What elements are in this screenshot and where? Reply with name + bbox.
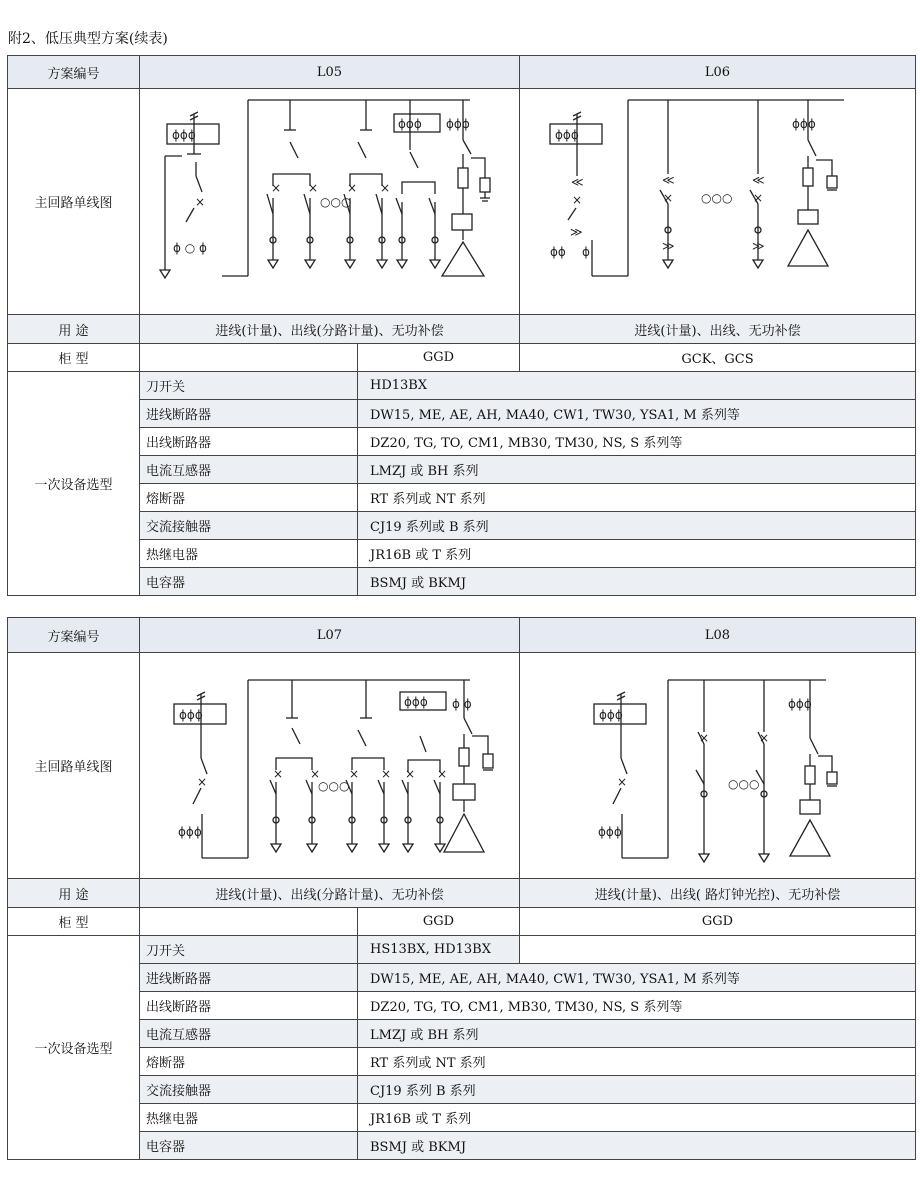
svg-text:≫: ≫	[570, 224, 583, 239]
diagram-label: 主回路单线图	[8, 89, 140, 315]
use-l05: 进线(计量)、出线(分路计量)、无功补偿	[140, 315, 520, 344]
equip-name: 出线断路器	[140, 992, 358, 1020]
use-label: 用 途	[8, 879, 140, 908]
cabinet-l05: GGD	[358, 344, 520, 372]
svg-text:×: ×	[310, 766, 321, 781]
svg-text:×: ×	[437, 766, 448, 781]
svg-text:≫: ≫	[752, 238, 765, 253]
svg-text:×: ×	[663, 190, 674, 205]
svg-text:×: ×	[699, 730, 710, 745]
single-line-diagram-l06	[520, 90, 914, 314]
cabinet-label: 柜 型	[8, 908, 140, 936]
use-l08: 进线(计量)、出线( 路灯钟光控)、无功补偿	[520, 879, 916, 908]
equip-name: 熔断器	[140, 484, 358, 512]
diagram-cell-l07	[140, 653, 520, 879]
use-label: 用 途	[8, 315, 140, 344]
page-title: 附2、低压典型方案(续表)	[8, 31, 168, 47]
svg-text:ϕϕϕ: ϕϕϕ	[404, 694, 428, 709]
svg-text:ϕ ○ ϕ: ϕ ○ ϕ	[173, 240, 207, 255]
svg-text:×: ×	[271, 180, 282, 195]
equip-name: 交流接触器	[140, 512, 358, 540]
scheme-a-code: L05	[140, 56, 520, 89]
equip-name: 进线断路器	[140, 964, 358, 992]
svg-text:×: ×	[197, 774, 208, 789]
equip-model: LMZJ 或 BH 系列	[358, 456, 916, 484]
svg-text:×: ×	[381, 766, 392, 781]
svg-text:ϕϕϕ: ϕϕϕ	[446, 116, 470, 131]
diagram-cell-l06	[520, 89, 916, 315]
svg-text:○○○: ○○○	[320, 194, 352, 209]
equip-model: HS13BX, HD13BX	[358, 936, 520, 964]
equip-model: HD13BX	[358, 372, 916, 400]
svg-text:○○○: ○○○	[728, 776, 760, 791]
use-l06: 进线(计量)、出线、无功补偿	[520, 315, 916, 344]
equip-name: 出线断路器	[140, 428, 358, 456]
scheme-number-label: 方案编号	[8, 56, 140, 89]
equip-model: CJ19 系列 B 系列	[358, 1076, 916, 1104]
svg-text:×: ×	[759, 730, 770, 745]
svg-text:×: ×	[347, 180, 358, 195]
svg-text:×: ×	[349, 766, 360, 781]
equip-name: 热继电器	[140, 540, 358, 568]
svg-text:ϕϕϕ: ϕϕϕ	[178, 824, 202, 839]
equip-name: 进线断路器	[140, 400, 358, 428]
equip-name: 电流互感器	[140, 456, 358, 484]
scheme-a-code: L07	[140, 618, 520, 653]
equip-name: 电流互感器	[140, 1020, 358, 1048]
use-l07: 进线(计量)、出线(分路计量)、无功补偿	[140, 879, 520, 908]
equipment-label: 一次设备选型	[8, 372, 140, 596]
svg-text:×: ×	[405, 766, 416, 781]
equip-model: BSMJ 或 BKMJ	[358, 568, 916, 596]
scheme-b-code: L08	[520, 618, 916, 653]
equip-model: DZ20, TG, TO, CM1, MB30, TM30, NS, S 系列等	[358, 992, 916, 1020]
equip-name: 电容器	[140, 1132, 358, 1160]
svg-text:ϕϕϕ: ϕϕϕ	[172, 127, 196, 142]
equip-name: 刀开关	[140, 936, 358, 964]
svg-text:×: ×	[195, 194, 206, 209]
equip-name: 刀开关	[140, 372, 358, 400]
svg-text:○○○: ○○○	[318, 778, 350, 793]
diagram-label: 主回路单线图	[8, 653, 140, 879]
equip-model: DZ20, TG, TO, CM1, MB30, TM30, NS, S 系列等	[358, 428, 916, 456]
cabinet-label: 柜 型	[8, 344, 140, 372]
scheme-number-label: 方案编号	[8, 618, 140, 653]
equip-model: DW15, ME, AE, AH, MA40, CW1, TW30, YSA1, M 系列等	[358, 400, 916, 428]
equip-model: DW15, ME, AE, AH, MA40, CW1, TW30, YSA1, M 系列等	[358, 964, 916, 992]
svg-text:ϕ: ϕ	[582, 244, 590, 259]
equip-name: 交流接触器	[140, 1076, 358, 1104]
equip-model: JR16B 或 T 系列	[358, 540, 916, 568]
diagram-cell-l08	[520, 653, 916, 879]
cabinet-l06: GCK、GCS	[520, 344, 916, 372]
single-line-diagram-l07	[140, 654, 518, 878]
equipment-label: 一次设备选型	[8, 936, 140, 1160]
single-line-diagram-l05	[140, 90, 518, 314]
scheme-b-code: L06	[520, 56, 916, 89]
scheme-table-1	[7, 55, 916, 596]
svg-text:ϕϕϕ: ϕϕϕ	[599, 707, 623, 722]
svg-text:ϕϕϕ: ϕϕϕ	[792, 116, 816, 131]
svg-text:○○○: ○○○	[701, 190, 733, 205]
equip-model: LMZJ 或 BH 系列	[358, 1020, 916, 1048]
svg-text:×: ×	[308, 180, 319, 195]
cabinet-l08: GGD	[520, 908, 916, 936]
svg-text:≪: ≪	[571, 174, 584, 189]
svg-text:ϕϕϕ: ϕϕϕ	[788, 696, 812, 711]
equip-name: 熔断器	[140, 1048, 358, 1076]
svg-text:ϕϕϕ: ϕϕϕ	[179, 707, 203, 722]
svg-text:ϕϕϕ: ϕϕϕ	[598, 824, 622, 839]
svg-text:×: ×	[617, 774, 628, 789]
svg-text:ϕ ϕ: ϕ ϕ	[452, 696, 472, 711]
cabinet-l07: GGD	[358, 908, 520, 936]
svg-text:×: ×	[273, 766, 284, 781]
equip-model: JR16B 或 T 系列	[358, 1104, 916, 1132]
equip-model: RT 系列或 NT 系列	[358, 1048, 916, 1076]
equip-model: RT 系列或 NT 系列	[358, 484, 916, 512]
svg-text:×: ×	[380, 180, 391, 195]
svg-text:≫: ≫	[662, 238, 675, 253]
equip-name: 热继电器	[140, 1104, 358, 1132]
svg-text:≪: ≪	[752, 172, 765, 187]
equip-name: 电容器	[140, 568, 358, 596]
svg-text:×: ×	[753, 190, 764, 205]
svg-text:ϕϕϕ: ϕϕϕ	[398, 116, 422, 131]
svg-text:ϕϕϕ: ϕϕϕ	[555, 127, 579, 142]
svg-text:≪: ≪	[662, 172, 675, 187]
svg-text:×: ×	[572, 192, 583, 207]
equip-model: CJ19 系列或 B 系列	[358, 512, 916, 540]
equip-model: BSMJ 或 BKMJ	[358, 1132, 916, 1160]
single-line-diagram-l08	[520, 654, 914, 878]
svg-text:ϕϕ: ϕϕ	[550, 244, 566, 259]
diagram-cell-l05	[140, 89, 520, 315]
scheme-table-2	[7, 617, 916, 1160]
